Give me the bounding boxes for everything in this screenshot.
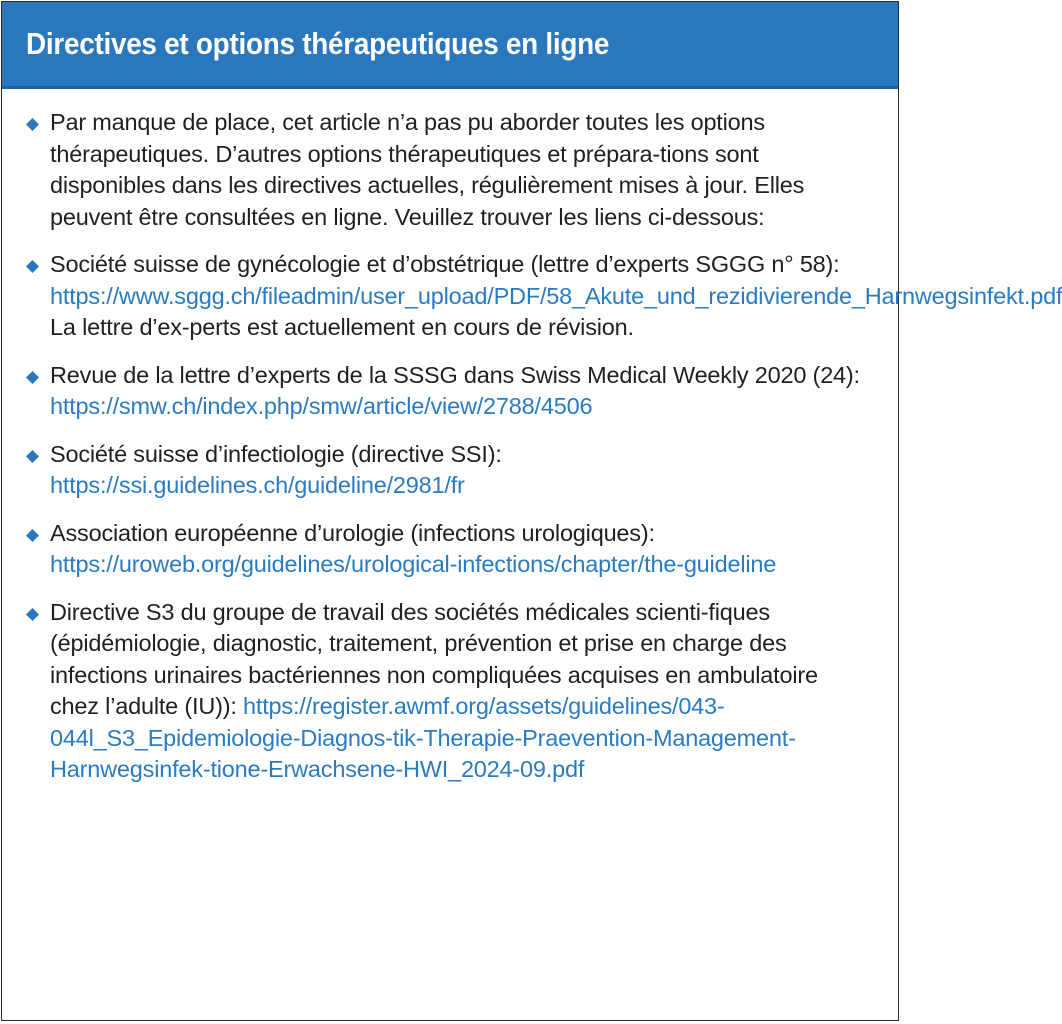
list-item-eau <box>24 518 872 581</box>
box-header <box>2 2 898 89</box>
box-title: Directives et options thérapeutiques en ligne <box>26 26 610 61</box>
item-text-after: La lettre d’ex-perts est actuellement en cours de révision. <box>50 314 634 340</box>
smw-link[interactable]: https://smw.ch/index.php/smw/article/view/2788/4506 <box>50 393 593 419</box>
diamond-icon <box>26 371 39 384</box>
list-item-awmf <box>24 597 872 786</box>
list-item-ssi <box>24 439 872 502</box>
item-text: Directive S3 du groupe de travail des sociétés médicales scienti-fiques (épidémiologie, diagnostic, traitement, prévention et prise en charge des infections urinaires bactériennes non compliquées acquises en ambulatoire chez l’adulte (IU)): <box>50 598 818 719</box>
awmf-link[interactable]: https://register.awmf.org/assets/guidelines/043-044l_S3_Epidemiologie-Diagnos-tik-Therapie-Praevention-Management-Harnwegsinfek-tione-Erwachsene-HWI_2024-09.pdf <box>50 693 796 782</box>
guidelines-box <box>1 1 1062 1021</box>
diamond-icon <box>26 450 39 463</box>
diamond-icon <box>26 608 39 621</box>
list-item-sggg <box>24 249 1062 344</box>
diamond-icon <box>26 260 39 273</box>
uroweb-link[interactable]: https://uroweb.org/guidelines/urological-infections/chapter/the-guideline <box>50 551 777 577</box>
sggg-link[interactable]: https://www.sggg.ch/fileadmin/user_upload/PDF/58_Akute_und_rezidivierende_Harnwegsinfekt.pdf <box>50 282 1062 309</box>
item-text: Association européenne d’urologie (infections urologiques): <box>50 519 655 546</box>
diamond-icon <box>26 118 39 131</box>
diamond-icon <box>26 529 39 542</box>
item-text: Par manque de place, cet article n’a pas pu aborder toutes les options thérapeutiques. D’autres options thérapeutiques et prépara-tions sont disponibles dans les directives actuelles, régulièrement mises à jour. Elles peuvent être consultées en ligne. Veuillez trouver les liens ci-dessous: <box>50 109 805 230</box>
item-list <box>2 89 1062 786</box>
ssi-link[interactable]: https://ssi.guidelines.ch/guideline/2981/fr <box>50 472 465 498</box>
item-text: Société suisse d’infectiologie (directive SSI): <box>50 440 502 467</box>
item-text: Société suisse de gynécologie et d’obstétrique (lettre d’experts SGGG n° 58): <box>50 251 840 277</box>
list-item-smw <box>24 360 872 423</box>
item-text: Revue de la lettre d’experts de la SSSG dans Swiss Medical Weekly 2020 (24): <box>50 361 860 388</box>
list-item-intro <box>24 107 872 233</box>
